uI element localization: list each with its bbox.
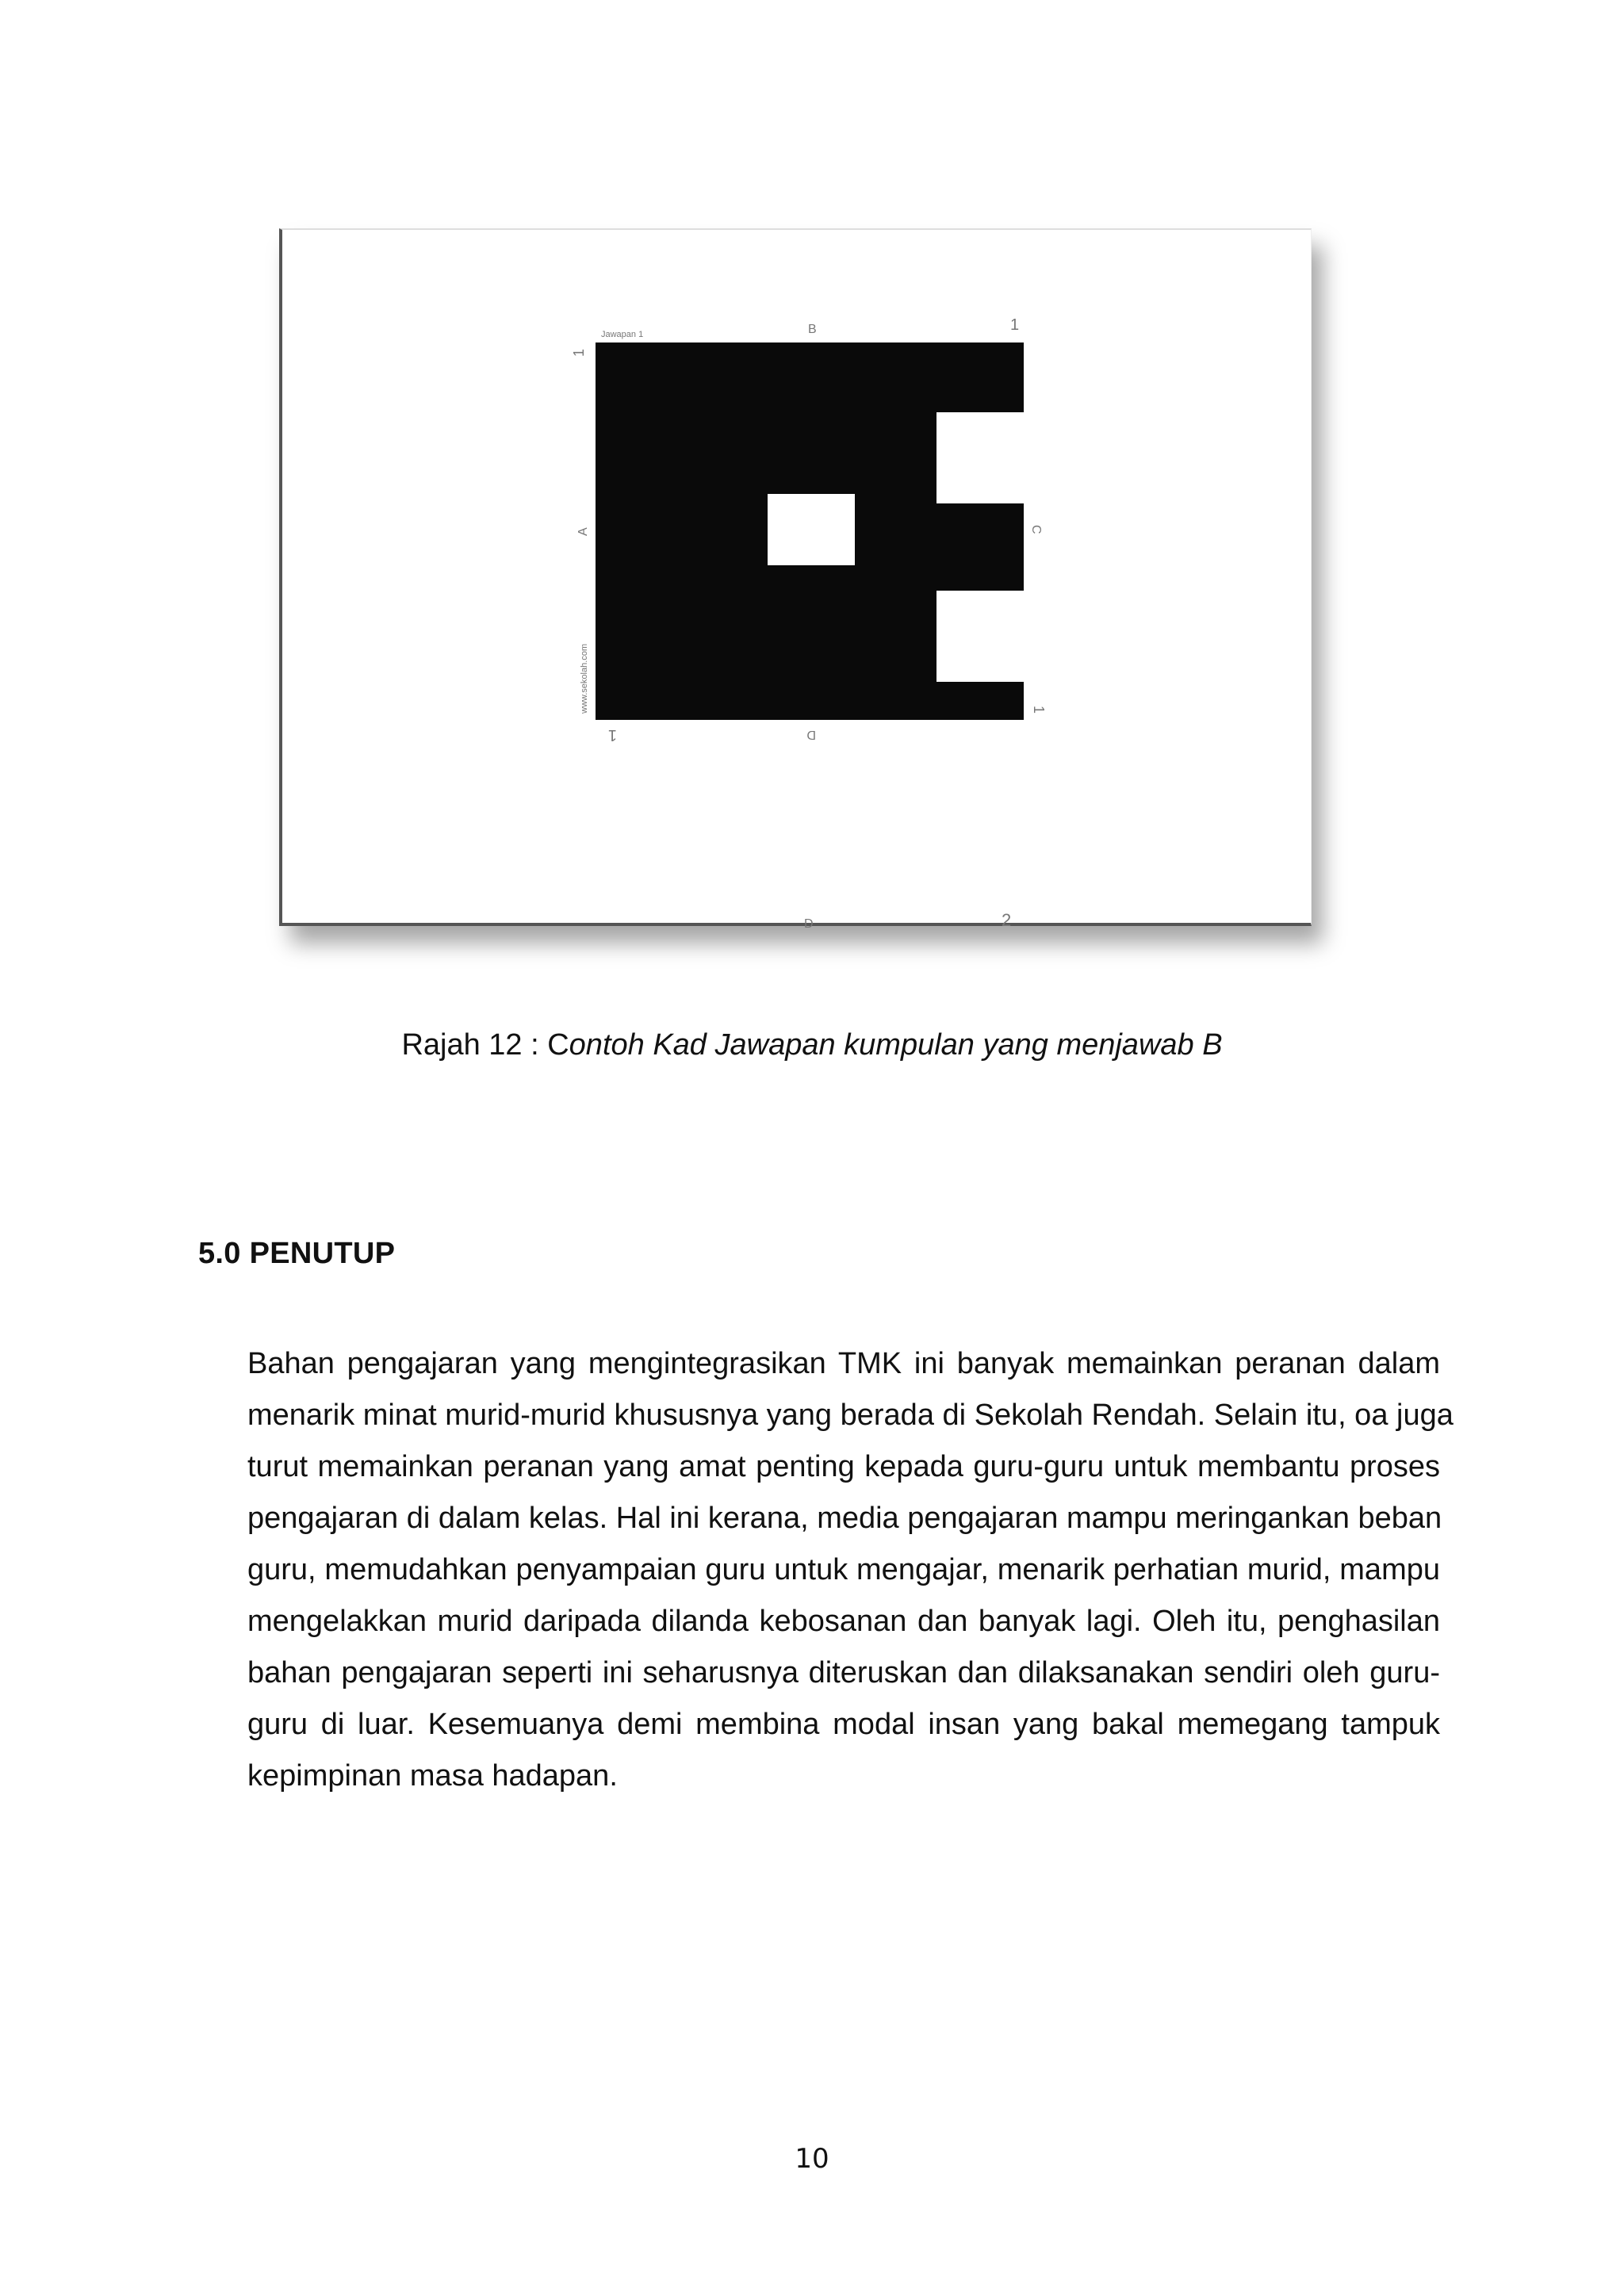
figure-label-top: B	[808, 323, 817, 336]
answer-card-figure	[279, 228, 1312, 926]
marker-shape	[596, 342, 1024, 720]
body-line: turut memainkan peranan yang amat penting kepada guru-guru untuk membantu proses	[247, 1450, 1440, 1483]
figure-label-url: www.sekolah.com	[580, 643, 589, 714]
body-line: Bahan pengajaran yang mengintegrasikan TMK ini banyak memainkan peranan dalam	[247, 1347, 1440, 1380]
figure-caption	[0, 1026, 1624, 1064]
body-line: pengajaran di dalam kelas. Hal ini kerana, media pengajaran mampu meringankan beban	[247, 1502, 1442, 1535]
figure-label-bottom-right: 1	[1031, 706, 1047, 714]
figure-label-bottom: D	[806, 728, 816, 741]
figure-label-left-top: 1	[571, 348, 587, 357]
figure-label-foot-2: 2	[1002, 910, 1012, 928]
page-number: 10	[795, 2143, 829, 2175]
figure-label-header: Jawapan 1	[601, 330, 644, 339]
body-line: guru di luar. Kesemuanya demi membina modal insan yang bakal memegang tampuk	[247, 1708, 1440, 1741]
section-body	[247, 1338, 1454, 1802]
body-line: guru, memudahkan penyampaian guru untuk mengajar, menarik perhatian murid, mampu	[247, 1553, 1440, 1586]
figure-label-foot-d: D	[804, 917, 814, 928]
body-line: bahan pengajaran seperti ini seharusnya diteruskan dan dilaksanakan sendiri oleh guru-	[247, 1656, 1440, 1689]
figure-label-bottom-left: 1	[607, 726, 617, 744]
answer-card-image	[282, 230, 1315, 928]
figure-label-left: A	[576, 527, 590, 536]
body-line: kepimpinan masa hadapan.	[247, 1759, 618, 1793]
body-line: menarik minat murid-murid khususnya yang berada di Sekolah Rendah. Selain itu, oa juga	[247, 1399, 1454, 1432]
caption-italic: ontoh Kad Jawapan kumpulan yang menjawab B	[569, 1028, 1223, 1062]
section-heading: 5.0 PENUTUP	[198, 1237, 396, 1270]
body-line: mengelakkan murid daripada dilanda kebosanan dan banyak lagi. Oleh itu, penghasilan	[247, 1605, 1440, 1638]
figure-label-right: C	[1029, 525, 1043, 534]
caption-prefix: Rajah 12 : C	[401, 1028, 569, 1062]
figure-label-top-right: 1	[1010, 316, 1020, 334]
